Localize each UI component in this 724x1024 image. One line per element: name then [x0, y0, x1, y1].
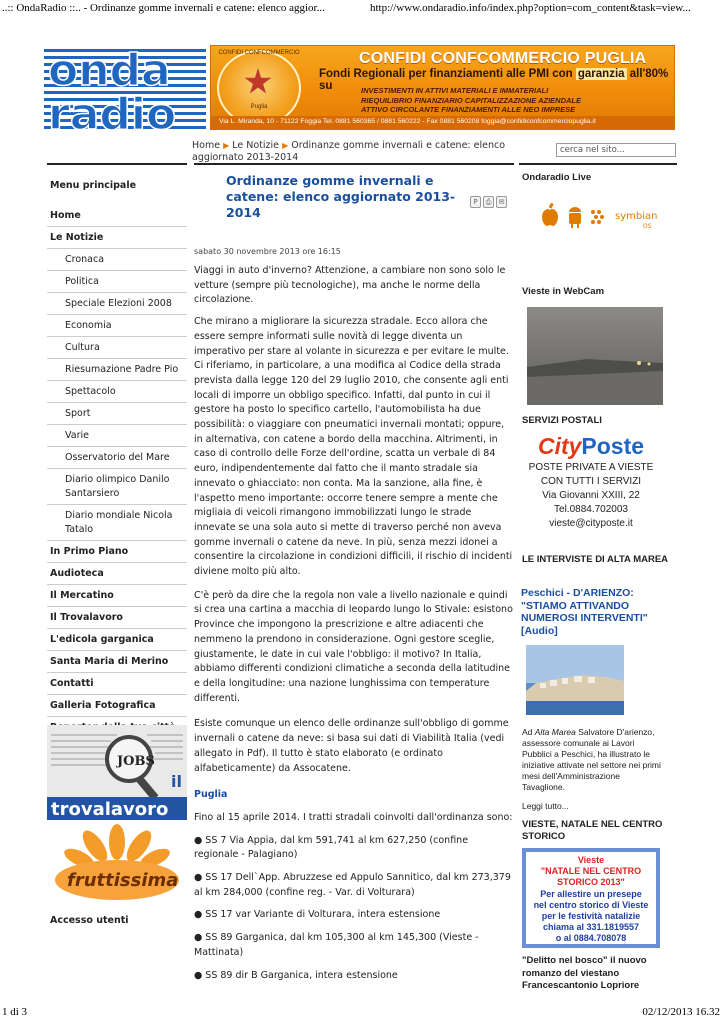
cityposte-line: POSTE PRIVATE A VIESTE: [528, 462, 654, 473]
menu-item[interactable]: L'edicola garganica: [47, 629, 187, 651]
banner-footer: Via L. Miranda, 10 - 71122 Foggia Tel. 0881 560365 / 0881 560222 - Fax 0881 560208 foggia@confidiconfcommerciopuglia.it: [211, 116, 674, 129]
jobs-text: JOBS: [117, 754, 155, 769]
submenu-item[interactable]: Osservatorio del Mare: [47, 447, 187, 469]
breadcrumb: [192, 140, 557, 164]
print-url: http://www.ondaradio.info/index.php?option=com_content&task=view...: [370, 2, 691, 14]
submenu-item[interactable]: Cronaca: [47, 249, 187, 271]
article-tools: [470, 189, 509, 208]
natale-ad[interactable]: [522, 848, 660, 948]
menu-item[interactable]: Il Mercatino: [47, 585, 187, 607]
pdf-icon[interactable]: P: [470, 196, 481, 208]
fruttissima-banner[interactable]: [47, 820, 187, 906]
submenu-item[interactable]: Speciale Elezioni 2008: [47, 293, 187, 315]
menu-item[interactable]: Galleria Fotografica: [47, 695, 187, 717]
right-sidebar: [519, 163, 677, 993]
menu-item[interactable]: Le Notizie: [47, 227, 187, 249]
natale-line: nel centro storico di Vieste: [533, 899, 649, 910]
submenu-item[interactable]: Cultura: [47, 337, 187, 359]
platform-icons: [519, 197, 677, 237]
natale-line: Vieste: [577, 855, 605, 865]
natale-line: per le festività natalizie: [541, 911, 641, 922]
menu-item[interactable]: Home: [47, 205, 187, 227]
leggi-tutto-link[interactable]: Leggi tutto...: [522, 801, 569, 811]
article-body: [194, 264, 514, 983]
print-datetime: 02/12/2013 16.32: [642, 1006, 720, 1018]
natale-line: chiama al 331.1819557: [542, 922, 640, 933]
breadcrumb-section[interactable]: Le Notizie: [232, 140, 280, 151]
natale-line: STORICO 2013": [557, 877, 625, 888]
menu-item[interactable]: In Primo Piano: [47, 541, 187, 563]
logo-text-radio: radio: [48, 89, 177, 131]
interviste-heading: LE INTERVISTE DI ALTA MAREA: [522, 554, 669, 565]
breadcrumb-current: Ordinanze gomme invernali e catene: elenco aggiornato 2013-2014: [192, 140, 506, 163]
natale-line: o al 0884.708078: [555, 933, 627, 944]
trovalavoro-text: trovalavoro: [51, 799, 169, 820]
banner-title: CONFIDI CONFCOMMERCIO PUGLIA: [359, 50, 647, 67]
chevron-right-icon: ▶: [282, 141, 289, 150]
article-paragraph: C'è però da dire che la regola non vale a livello nazionale e quindi si crea una cartina a macchia di leopardo lungo lo Stivale: esistono Province che impongono la prescrizione e altre adiacenti che nemmeno la prendono in considerazione. Ogni gestore sceglie, giustamente, le date in cui vale l'obbligo: il motivo? In Italia, abbiamo differenti condizioni climatiche a seconda della latitudine e della longitudine: una nazione lunghissima con temperature differenti.: [194, 589, 513, 704]
article-paragraph: Esiste comunque un elenco delle ordinanze sull'obbligo di gomme invernali o catene da neve: si basa sui dati di Viabilità Italia (vedi allegato in Pdf). Il tutto è stato elaborato (e ordinato alfabeticamente) da Assocatene.: [194, 718, 509, 774]
breadcrumb-home[interactable]: Home: [192, 140, 221, 151]
peschici-summary: Ad Alta Marea Salvatore D'arienzo, assessore comunale ai Lavori Pubblici a Peschici, ha illustrato le iniziative attivate nel settore nei primi mesi dell'Amministrazione Tavaglione.: [522, 727, 661, 792]
natale-line: Per allestire un presepe: [540, 888, 642, 899]
apple-icon: [542, 203, 558, 226]
banner-subtitle: Fondi Regionali per finanziamenti alle PMI con garanzia all'80% su: [319, 68, 669, 92]
region-heading: Puglia: [194, 789, 228, 801]
article: [194, 163, 514, 983]
print-page-title: ..:: OndaRadio ::.. - Ordinanze gomme invernali e catene: elenco aggior...: [2, 2, 325, 14]
submenu-item[interactable]: Diario mondiale Nicola Tatalo: [47, 505, 187, 541]
submenu-item[interactable]: Spettacolo: [47, 381, 187, 403]
blackberry-icon: [591, 210, 604, 224]
android-icon: [569, 207, 581, 228]
search-input[interactable]: cerca nel sito...: [556, 143, 676, 157]
main-menu: [47, 205, 187, 761]
cityposte-line: CON TUTTI I SERVIZI: [540, 476, 642, 487]
road-item: ● SS 17 var Variante di Volturara, intera estensione: [194, 909, 441, 921]
delitto-headline[interactable]: "Delitto nel bosco" il nuovo romanzo del viestano Francescantonio Lopriore: [522, 955, 647, 991]
servizi-postali-heading: SERVIZI POSTALI: [522, 415, 602, 426]
menu-item[interactable]: Audioteca: [47, 563, 187, 585]
cityposte-brand-city: City: [537, 433, 582, 459]
article-date: sabato 30 novembre 2013 ore 16:15: [194, 247, 341, 256]
trovalavoro-banner[interactable]: [47, 725, 187, 820]
region-intro: Fino al 15 aprile 2014. I tratti stradali coinvolti dall'ordinanza sono:: [194, 811, 513, 823]
print-header: [0, 0, 724, 18]
road-item: ● SS 89 dir B Garganica, intera estensione: [194, 969, 398, 981]
banner-lines: INVESTIMENTI IN ATTIVI MATERIALI E IMMATERIALI RIEQUILIBRIO FINANZIARIO CAPITALIZZAZIONE AZIENDALE ATTIVO CIRCOLANTE FINANZIAMENTI ALLE NEO IMPRESE: [361, 86, 581, 114]
submenu-item[interactable]: Economia: [47, 315, 187, 337]
article-paragraph: Che mirano a migliorare la sicurezza stradale. Ecco allora che essere sempre informati sulle novità di legge diventa un imperativo per stare al volante in sicurezza e per evitare le multe. Ci riferiamo, in particolare, a una modifica al Codice della strada prevista dalla legge 120 del 29 luglio 2010, che consente agli enti locali di imporre un obbligo specifico. Infatti, dal punto in cui il gestore ha posto lo specifico cartello, l'automobilista ha due possibilità: o viaggiare con pneumatici invernali montati; oppure, in alternativa, con catene a bordo della macchina. Altrimenti, in caso di controllo delle Forze dell'ordine, scatta un verbale di 84 euro, indipendentemente dal fatto che il manto stradale sia innevato o ghiacciato: non conta. Ma la sanzione, alla fine, è l'aspetto meno importante: occorre tenere sempre a mente che migliaia di veicoli rimangono immobilizzati lungo le strade innevate se una sola auto si mette di traverso perché non aveva gomme invernali o catene da neve. In più, senza mezzi idonei a consentire la circolazione in condizioni difficili, il rischio di incidenti diviene molto più alto.: [194, 316, 513, 578]
menu-item[interactable]: Contatti: [47, 673, 187, 695]
accesso-utenti: Accesso utenti: [50, 915, 129, 926]
submenu-item[interactable]: Riesumazione Padre Pio: [47, 359, 187, 381]
submenu-item[interactable]: Sport: [47, 403, 187, 425]
page-counter: 1 di 3: [2, 1006, 28, 1018]
main-menu-title: Menu principale: [50, 180, 137, 191]
email-icon[interactable]: ✉: [496, 196, 507, 208]
symbian-os-text: OS: [643, 223, 652, 230]
webcam-image[interactable]: [527, 307, 663, 405]
peschici-headline[interactable]: Peschici - D'ARIENZO: "STIAMO ATTIVANDO NUMEROSI INTERVENTI" [Audio]: [521, 587, 648, 637]
road-item: ● SS 89 Garganica, dal km 105,300 al km 145,300 (Vieste - Mattinata): [194, 932, 479, 958]
cityposte-line: Tel.0884.702003: [554, 504, 628, 515]
natale-heading: VIESTE, NATALE NEL CENTRO STORICO: [522, 819, 663, 842]
menu-item[interactable]: Il Trovalavoro: [47, 607, 187, 629]
article-title: Ordinanze gomme invernali e catene: elenco aggiornato 2013-2014: [226, 173, 456, 220]
logo-text-onda: onda: [48, 45, 171, 96]
chevron-right-icon: ▶: [223, 141, 230, 150]
cityposte-ad[interactable]: [521, 434, 661, 544]
print-icon[interactable]: ⎙: [483, 196, 494, 208]
cityposte-line: Via Giovanni XXIII, 22: [542, 490, 640, 501]
submenu-item[interactable]: Politica: [47, 271, 187, 293]
print-footer: [0, 1002, 724, 1024]
road-item: ● SS 17 Dell`App. Abruzzese ed Appulo Sannitico, dal km 273,379 al km 284,000 (confine reg. - Var. di Volturara): [194, 872, 511, 898]
article-paragraph: Viaggi in auto d'inverno? Attenzione, a cambiare non sono solo le vetture (sempre più tecnologiche), ma anche le norme della circolazione.: [194, 265, 506, 306]
submenu-item[interactable]: Varie: [47, 425, 187, 447]
left-sidebar: [47, 163, 187, 761]
symbian-logo-text: symbian: [615, 211, 658, 222]
natale-line: "NATALE NEL CENTRO: [540, 866, 642, 877]
cityposte-line: vieste@cityposte.it: [549, 518, 633, 529]
confidi-banner[interactable]: [210, 45, 675, 130]
menu-item[interactable]: Santa Maria di Merino: [47, 651, 187, 673]
fruttissima-text: fruttissima: [67, 870, 179, 891]
submenu-item[interactable]: Diario olimpico Danilo Santarsiero: [47, 469, 187, 505]
cityposte-brand-poste: Poste: [581, 433, 645, 459]
ondaradio-logo[interactable]: [44, 45, 206, 131]
webcam-heading: Vieste in WebCam: [522, 286, 605, 297]
ondaradio-live-heading: Ondaradio Live: [522, 172, 592, 183]
peschici-image[interactable]: [526, 645, 624, 715]
road-item: ● SS 7 Via Appia, dal km 591,741 al km 627,250 (confine regionale - Palagiano): [194, 834, 469, 861]
trovalavoro-il: il: [171, 772, 182, 791]
seal-text: CONFIDI CONFCOMMERCIO Puglia: [218, 50, 300, 110]
